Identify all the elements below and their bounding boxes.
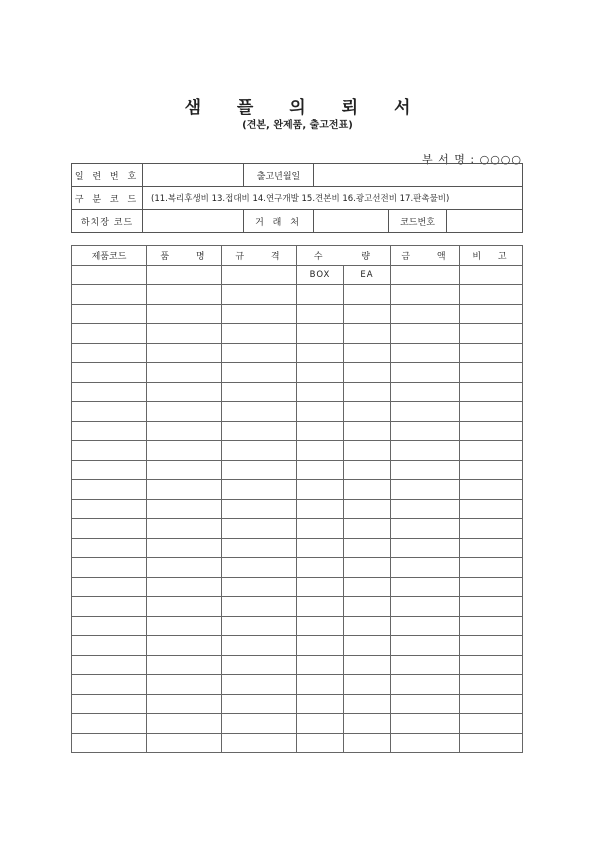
product-code-cell[interactable] [72,304,147,324]
amount-cell[interactable] [391,519,460,539]
spec-cell[interactable] [222,382,297,402]
qty-ea-cell[interactable] [344,655,391,675]
table-row [72,499,523,519]
amount-cell[interactable] [391,304,460,324]
item-name-cell[interactable] [147,675,222,695]
product-code-cell[interactable] [72,733,147,753]
qty-box-cell[interactable] [297,714,344,734]
remarks-cell[interactable] [460,577,523,597]
qty-box-cell[interactable] [297,636,344,656]
warehouse-code-label: 하치장 코드 [72,210,143,233]
amount-cell[interactable] [391,324,460,344]
header-item-name: 품 명 [147,246,222,266]
item-name-cell[interactable] [147,421,222,441]
warehouse-code-field[interactable] [143,210,244,233]
item-name-cell[interactable] [147,519,222,539]
qty-box-cell[interactable] [297,558,344,578]
qty-ea-cell[interactable] [344,538,391,558]
spec-cell[interactable] [222,733,297,753]
amount-cell[interactable] [391,343,460,363]
qty-box-cell[interactable] [297,694,344,714]
qty-box-cell[interactable] [297,304,344,324]
amount-cell[interactable] [391,714,460,734]
serial-label: 일 련 번 호 [72,164,143,187]
qty-ea-cell[interactable] [344,558,391,578]
table-row [72,480,523,500]
table-row [72,558,523,578]
product-code-cell[interactable] [72,558,147,578]
spec-cell[interactable] [222,538,297,558]
spec-cell[interactable] [222,324,297,344]
table-row [72,675,523,695]
product-code-cell[interactable] [72,499,147,519]
qty-ea-cell[interactable] [344,636,391,656]
table-row [72,421,523,441]
qty-ea-cell[interactable] [344,343,391,363]
spec-cell[interactable] [222,304,297,324]
spec-cell[interactable] [222,655,297,675]
qty-box-cell[interactable] [297,441,344,461]
remarks-cell[interactable] [460,499,523,519]
item-name-cell[interactable] [147,655,222,675]
remarks-cell[interactable] [460,304,523,324]
remarks-cell[interactable] [460,324,523,344]
qty-box-cell[interactable] [297,616,344,636]
item-name-cell[interactable] [147,616,222,636]
spec-cell[interactable] [222,577,297,597]
qty-box-cell[interactable] [297,343,344,363]
qty-ea-cell[interactable] [344,499,391,519]
qty-ea-cell[interactable] [344,460,391,480]
item-name-cell[interactable] [147,694,222,714]
item-name-cell[interactable] [147,460,222,480]
qty-box-cell[interactable] [297,499,344,519]
remarks-cell[interactable] [460,675,523,695]
remarks-cell[interactable] [460,480,523,500]
subheader-blank [222,265,297,285]
qty-ea-cell[interactable] [344,304,391,324]
spec-cell[interactable] [222,480,297,500]
amount-cell[interactable] [391,480,460,500]
qty-ea-cell[interactable] [344,382,391,402]
category-codes: (11.복리후생비 13.접대비 14.연구개발 15.견본비 16.광고선전비 17.판촉물비) [143,187,523,210]
qty-ea-cell[interactable] [344,577,391,597]
amount-cell[interactable] [391,460,460,480]
table-row [72,460,523,480]
remarks-cell[interactable] [460,558,523,578]
remarks-cell[interactable] [460,285,523,305]
product-code-cell[interactable] [72,655,147,675]
table-row [72,577,523,597]
product-code-cell[interactable] [72,382,147,402]
product-code-cell[interactable] [72,694,147,714]
product-code-cell[interactable] [72,538,147,558]
spec-cell[interactable] [222,499,297,519]
qty-ea-cell[interactable] [344,714,391,734]
amount-cell[interactable] [391,382,460,402]
serial-field[interactable] [143,164,244,187]
spec-cell[interactable] [222,714,297,734]
subheader-blank [72,265,147,285]
remarks-cell[interactable] [460,538,523,558]
spec-cell[interactable] [222,558,297,578]
amount-cell[interactable] [391,694,460,714]
amount-cell[interactable] [391,441,460,461]
qty-box-cell[interactable] [297,655,344,675]
item-name-cell[interactable] [147,343,222,363]
qty-ea-cell[interactable] [344,363,391,383]
table-row [72,538,523,558]
item-name-cell[interactable] [147,304,222,324]
qty-box-cell[interactable] [297,577,344,597]
document-title: 샘 플 의 뢰 서 [184,98,426,118]
item-name-cell[interactable] [147,480,222,500]
qty-box-cell[interactable] [297,402,344,422]
item-name-cell[interactable] [147,324,222,344]
amount-cell[interactable] [391,285,460,305]
remarks-cell[interactable] [460,363,523,383]
remarks-cell[interactable] [460,636,523,656]
qty-ea-cell[interactable] [344,480,391,500]
item-name-cell[interactable] [147,577,222,597]
header-remarks: 비 고 [460,246,523,266]
item-name-cell[interactable] [147,285,222,305]
product-code-cell[interactable] [72,441,147,461]
subheader-blank [460,265,523,285]
spec-cell[interactable] [222,675,297,695]
product-code-cell[interactable] [72,675,147,695]
header-product-code: 제품코드 [72,246,147,266]
table-row [72,655,523,675]
qty-box-cell[interactable] [297,675,344,695]
remarks-cell[interactable] [460,694,523,714]
table-row [72,285,523,305]
product-code-cell[interactable] [72,714,147,734]
remarks-cell[interactable] [460,616,523,636]
product-code-cell[interactable] [72,597,147,617]
amount-cell[interactable] [391,616,460,636]
header-spec: 규 격 [222,246,297,266]
spec-cell[interactable] [222,460,297,480]
product-code-cell[interactable] [72,460,147,480]
qty-box-cell[interactable] [297,519,344,539]
qty-ea-cell[interactable] [344,597,391,617]
remarks-cell[interactable] [460,441,523,461]
qty-box-cell[interactable] [297,733,344,753]
product-code-cell[interactable] [72,363,147,383]
release-date-field[interactable] [314,164,523,187]
amount-cell[interactable] [391,421,460,441]
table-row [72,636,523,656]
qty-box-cell[interactable] [297,480,344,500]
item-name-cell[interactable] [147,597,222,617]
item-name-cell[interactable] [147,714,222,734]
remarks-cell[interactable] [460,714,523,734]
qty-box-cell[interactable] [297,285,344,305]
amount-cell[interactable] [391,655,460,675]
spec-cell[interactable] [222,343,297,363]
category-code-label: 구 분 코 드 [72,187,143,210]
request-info-table [71,163,523,233]
remarks-cell[interactable] [460,519,523,539]
qty-ea-cell[interactable] [344,519,391,539]
code-number-label: 코드번호 [389,210,447,233]
code-number-field[interactable] [447,210,523,233]
spec-cell[interactable] [222,363,297,383]
serial-row [72,164,523,187]
quantity-subheader-row [72,265,523,285]
item-name-cell[interactable] [147,402,222,422]
item-name-cell[interactable] [147,558,222,578]
item-name-cell[interactable] [147,499,222,519]
table-row [72,519,523,539]
item-name-cell[interactable] [147,382,222,402]
remarks-cell[interactable] [460,343,523,363]
amount-cell[interactable] [391,577,460,597]
item-name-cell[interactable] [147,441,222,461]
item-name-cell[interactable] [147,636,222,656]
qty-ea-cell[interactable] [344,285,391,305]
amount-cell[interactable] [391,636,460,656]
qty-ea-cell[interactable] [344,402,391,422]
subheader-blank [147,265,222,285]
amount-cell[interactable] [391,675,460,695]
header-amount: 금 액 [391,246,460,266]
spec-cell[interactable] [222,519,297,539]
qty-box-cell[interactable] [297,460,344,480]
spec-cell[interactable] [222,616,297,636]
table-row [72,382,523,402]
remarks-cell[interactable] [460,460,523,480]
amount-cell[interactable] [391,538,460,558]
qty-ea-cell[interactable] [344,324,391,344]
spec-cell[interactable] [222,285,297,305]
product-code-cell[interactable] [72,421,147,441]
spec-cell[interactable] [222,441,297,461]
product-code-cell[interactable] [72,324,147,344]
remarks-cell[interactable] [460,733,523,753]
remarks-cell[interactable] [460,402,523,422]
category-row [72,187,523,210]
spec-cell[interactable] [222,402,297,422]
qty-box-cell[interactable] [297,597,344,617]
document-subtitle: (견본, 완제품, 출고전표) [242,120,353,131]
product-table [71,245,523,753]
spec-cell[interactable] [222,597,297,617]
table-row [72,597,523,617]
qty-ea-cell[interactable] [344,421,391,441]
client-label: 거 래 처 [244,210,314,233]
table-row [72,324,523,344]
remarks-cell[interactable] [460,421,523,441]
remarks-cell[interactable] [460,655,523,675]
amount-cell[interactable] [391,558,460,578]
amount-cell[interactable] [391,733,460,753]
table-row [72,304,523,324]
client-field[interactable] [314,210,389,233]
qty-ea-cell[interactable] [344,616,391,636]
qty-box-cell[interactable] [297,421,344,441]
qty-box-cell[interactable] [297,363,344,383]
product-code-cell[interactable] [72,519,147,539]
qty-ea-cell[interactable] [344,441,391,461]
table-row [72,402,523,422]
table-row [72,694,523,714]
amount-cell[interactable] [391,597,460,617]
table-row [72,441,523,461]
product-code-cell[interactable] [72,343,147,363]
qty-ea-cell[interactable] [344,675,391,695]
qty-box-cell[interactable] [297,324,344,344]
spec-cell[interactable] [222,694,297,714]
product-code-cell[interactable] [72,285,147,305]
product-code-cell[interactable] [72,616,147,636]
subheader-ea: EA [344,265,391,285]
table-row [72,733,523,753]
qty-box-cell[interactable] [297,538,344,558]
header-quantity: 수 량 [297,246,391,266]
amount-cell[interactable] [391,499,460,519]
spec-cell[interactable] [222,421,297,441]
subheader-blank [391,265,460,285]
item-name-cell[interactable] [147,363,222,383]
remarks-cell[interactable] [460,597,523,617]
warehouse-row [72,210,523,233]
qty-box-cell[interactable] [297,382,344,402]
product-header-row [72,246,523,266]
product-code-cell[interactable] [72,577,147,597]
table-row [72,616,523,636]
table-row [72,363,523,383]
product-code-cell[interactable] [72,402,147,422]
item-name-cell[interactable] [147,733,222,753]
qty-ea-cell[interactable] [344,733,391,753]
remarks-cell[interactable] [460,382,523,402]
amount-cell[interactable] [391,402,460,422]
department-name: 부 서 명 : ○○○○ [422,153,522,166]
amount-cell[interactable] [391,363,460,383]
subheader-box: BOX [297,265,344,285]
release-date-label: 출고년월일 [244,164,314,187]
item-name-cell[interactable] [147,538,222,558]
product-code-cell[interactable] [72,636,147,656]
product-code-cell[interactable] [72,480,147,500]
table-row [72,714,523,734]
table-row [72,343,523,363]
spec-cell[interactable] [222,636,297,656]
qty-ea-cell[interactable] [344,694,391,714]
